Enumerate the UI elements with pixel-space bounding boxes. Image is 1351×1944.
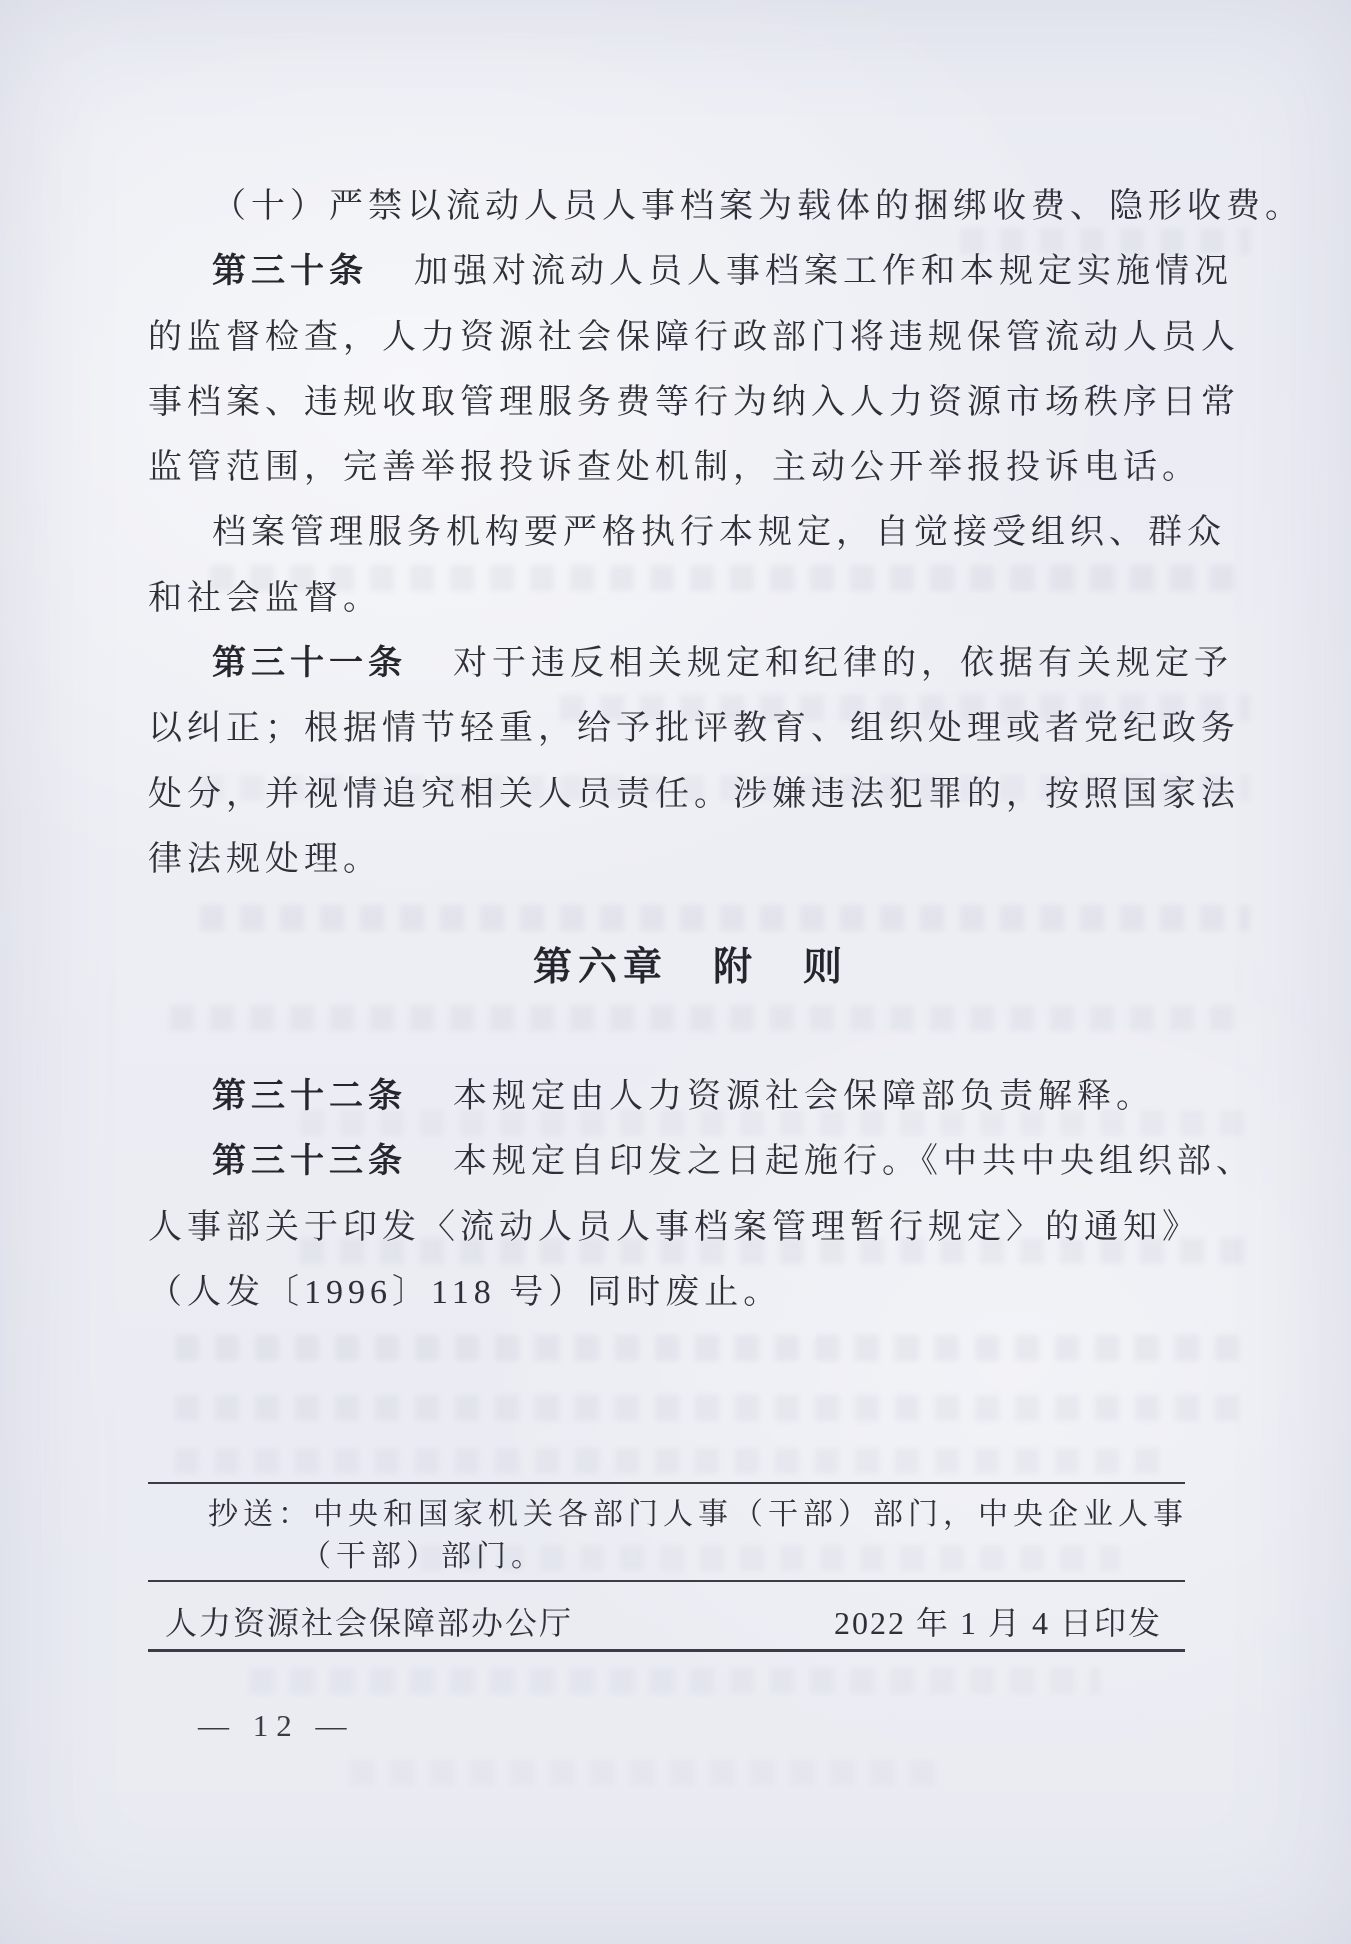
bleed-through-artifact [170,1005,1250,1031]
body-line [148,239,1258,304]
body-line [148,500,1258,565]
body-line-text: 以纠正；根据情节轻重，给予批评教育、组织处理或者党纪政务 [148,710,1240,748]
body-line-text: （人发〔1996〕118 号）同时废止。 [148,1273,783,1311]
body-line-text: 对于违反相关规定和纪律的，依据有关规定予 [453,645,1233,683]
body-line-text: 加强对流动人员人事档案工作和本规定实施情况 [414,253,1233,291]
body-line [148,1195,1258,1260]
body-line [148,1129,1258,1194]
body-text-block-upper [148,174,1304,892]
body-line [148,631,1258,696]
bleed-through-artifact [175,1395,1250,1421]
body-line [148,305,1258,370]
cc-line-2: （干部）部门。 [301,1540,546,1573]
body-line-text: （十）严禁以流动人员人事档案为载体的捆绑收费、隐形收费。 [212,188,1304,225]
body-line-text: 本规定自印发之日起施行。《中共中央组织部、 [453,1143,1255,1181]
bleed-through-artifact [250,1668,1100,1694]
body-line [148,696,1258,761]
body-line-text: 人事部关于印发〈流动人员人事档案管理暂行规定〉的通知》 [148,1208,1201,1246]
bleed-through-artifact [175,1448,1175,1474]
body-line [148,370,1258,435]
article-number-30: 第三十条 [212,252,368,291]
body-line-text: 事档案、违规收取管理服务费等行为纳入人力资源市场秩序日常 [148,383,1240,421]
cc-block [208,1494,1208,1578]
article-number-31: 第三十一条 [212,644,407,683]
bleed-through-artifact [350,1760,950,1786]
body-line [148,435,1258,500]
body-text-block-lower [148,1064,1258,1325]
body-line-text: 和社会监督。 [148,579,382,617]
print-date: 2022 年 1 月 4 日印发 [833,1605,1162,1641]
issuing-office: 人力资源社会保障部办公厅 [165,1605,574,1641]
separator-rule-middle [148,1580,1185,1582]
body-line-text: 档案管理服务机构要严格执行本规定，自觉接受组织、群众 [212,514,1226,552]
body-line-text: 律法规处理。 [148,840,382,878]
body-line [148,1064,1258,1129]
body-line [148,174,1304,239]
article-number-33: 第三十三条 [212,1142,407,1181]
page-number: — 12 — [198,1708,355,1743]
chapter-heading: 第六章 附 则 [532,946,848,989]
bleed-through-artifact [200,905,1250,931]
separator-rule-bottom [148,1649,1185,1652]
bleed-through-artifact [175,1335,1250,1361]
body-line [148,827,1258,892]
body-line-text: 监管范围，完善举报投诉查处机制，主动公开举报投诉电话。 [148,449,1201,487]
body-line [148,1260,1258,1325]
body-line-text: 本规定由人力资源社会保障部负责解释。 [453,1078,1155,1115]
issuer-row [165,1598,1162,1644]
article-number-32: 第三十二条 [212,1077,407,1115]
body-line [148,762,1258,827]
body-line-text: 处分，并视情追究相关人员责任。涉嫌违法犯罪的，按照国家法 [148,775,1240,813]
body-line [148,566,1258,631]
cc-line-1: 抄送：中央和国家机关各部门人事（干部）部门，中央企业人事 [208,1498,1188,1531]
separator-rule-top [148,1482,1185,1484]
body-line-text: 的监督检查，人力资源社会保障行政部门将违规保管流动人员人 [148,318,1240,356]
